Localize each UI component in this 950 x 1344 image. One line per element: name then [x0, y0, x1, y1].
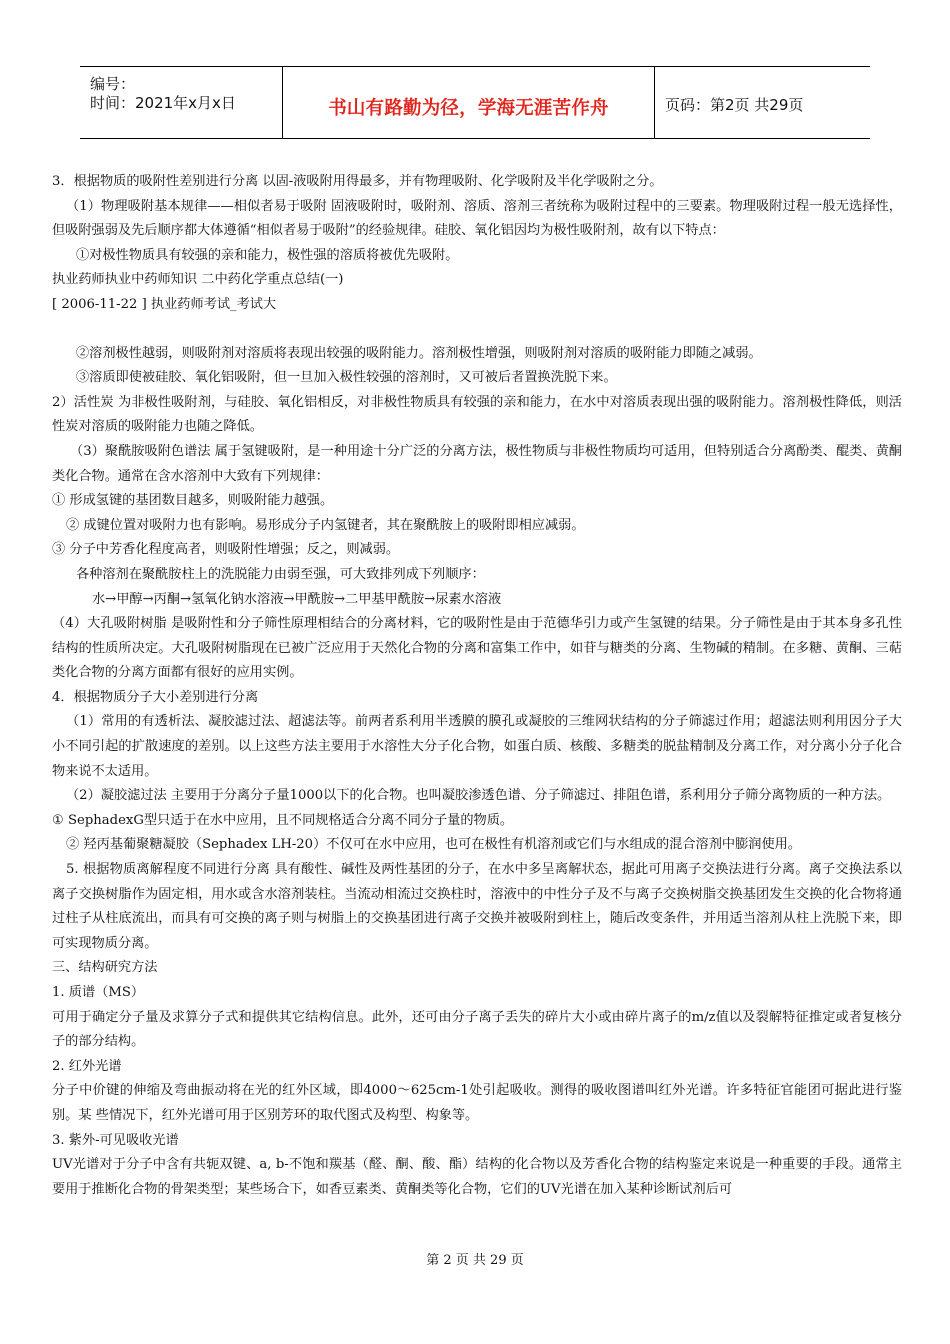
list-item: ② 成键位置对吸附力也有影响。易形成分子内氢键者，其在聚酰胺上的吸附即相应减弱。 [66, 517, 585, 533]
list-item: ① 形成氢键的基团数目越多，则吸附能力越强。 [52, 493, 334, 509]
page-footer: 第 2 页 共 29 页 [426, 1253, 524, 1268]
paragraph: 各种溶剂在聚酰胺柱上的洗脱能力由弱至强，可大致排列成下列顺序： [76, 566, 485, 582]
header-motto-cell [283, 67, 655, 138]
elution-order: 水→甲醇→丙酮→氢氧化钠水溶液→甲酰胺→二甲基甲酰胺→尿素水溶液 [92, 591, 502, 607]
paragraph: 5. 根据物质离解程度不同进行分离 具有酸性、碱性及两性基团的分子，在水中多呈离解状态，据此可用离子交换法进行分离。离子交换法系以离子交换树脂作为固定相，用水或含水溶剂装柱。当流动相流过交换柱时，溶液中的中性分子及不与离子交换树脂交换基团发生交换的化合物将通过柱子从柱底流出，而具有可交换的离子则与树脂上的交换基团进行离子交换并被吸附到柱上，随后改变条件，并用适当溶剂从柱上洗脱下来，即可实现物质分离。 [52, 862, 902, 951]
header-meta-cell [80, 67, 283, 138]
paragraph: （4）大孔吸附树脂 是吸附性和分子筛性原理相结合的分离材料，它的吸附性是由于范德华引力或产生氢键的结果。分子筛性是由于其本身多孔性结构的性质所决定。大孔吸附树脂现在已被广泛应用于天然化合物的分离和富集工作中，如苷与糖类的分离、生物碱的精制。在多糖、黄酮、三萜类化合物的分离方面都有很好的应用实例。 [52, 616, 902, 681]
article-date-source: [ 2006-11-22 ] 执业药师考试_考试大 [52, 296, 277, 312]
subsection-heading: 2. 红外光谱 [52, 1058, 122, 1074]
paragraph: （1）常用的有透析法、凝胶滤过法、超滤法等。前两者系利用半透膜的膜孔或凝胶的三维网状结构的分子筛滤过作用；超滤法则利用因分子大小不同引起的扩散速度的差别。以上这些方法主要用于水溶性大分子化合物，如蛋白质、核酸、多糖类的脱盐精制及分离工作，对分离小分子化合物来说不太适用。 [52, 714, 902, 779]
header-motto: 书山有路勤为径，学海无涯苦作舟 [328, 98, 609, 119]
paragraph: 分子中价键的伸缩及弯曲振动将在光的红外区域，即4000～625cm-1处引起吸收。测得的吸收图谱叫红外光谱。许多特征官能团可据此进行鉴别。某 些情况下，红外光谱可用于区别芳环的取代图式及构型、构象等。 [52, 1083, 902, 1123]
list-item: ①对极性物质具有较强的亲和能力，极性强的溶质将被优先吸附。 [76, 247, 459, 263]
document-number-label: 编号： [90, 75, 136, 93]
list-item: ②溶剂极性越弱，则吸附剂对溶质将表现出较强的吸附能力。溶剂极性增强，则吸附剂对溶质的吸附能力即随之减弱。 [76, 345, 762, 361]
paragraph: 可用于确定分子量及求算分子式和提供其它结构信息。此外，还可由分子离子丢失的碎片大小或由碎片离子的m/z值以及裂解特征推定或者复核分子的部分结构。 [52, 1009, 902, 1050]
list-item: ② 羟丙基葡聚糖凝胶（Sephadex LH-20）不仅可在水中应用，也可在极性有机溶剂或它们与水组成的混合溶剂中膨润使用。 [66, 837, 802, 853]
section-heading: 3．根据物质的吸附性差别进行分离 以固-液吸附用得最多，并有物理吸附、化学吸附及半化学吸附之分。 [52, 174, 663, 189]
article-title: 执业药师执业中药师知识 二中药化学重点总结(一) [52, 272, 344, 288]
paragraph: （3）聚酰胺吸附色谱法 属于氢键吸附，是一种用途十分广泛的分离方法，极性物质与非极性物质均可适用，但特别适合分离酚类、醌类、黄酮类化合物。通常在含水溶剂中大致有下列规律： [52, 443, 902, 484]
paragraph: UV光谱对于分子中含有共轭双键、a, b-不饱和羰基（醛、酮、酸、酯）结构的化合物以及芳香化合物的结构鉴定来说是一种重要的手段。通常主要用于推断化合物的骨架类型；某些场合下，如香豆素类、黄酮类等化合物，它们的UV光谱在加入某种诊断试剂后可 [52, 1157, 902, 1197]
paragraph: （1）物理吸附基本规律——相似者易于吸附 固液吸附时，吸附剂、溶质、溶剂三者统称为吸附过程中的三要素。物理吸附过程一般无选择性，但吸附强弱及先后顺序都大体遵循“相似者易于吸附”的经验规律。硅胶、氧化铝因均为极性吸附剂，故有以下特点： [52, 198, 902, 239]
header-page-info: 页码：第2页 共29页 [665, 96, 804, 114]
document-body [52, 170, 902, 1202]
section-heading: 三、结构研究方法 [52, 960, 158, 976]
list-item: ③溶质即使被硅胶、氧化铝吸附，但一旦加入极性较强的溶剂时，又可被后者置换洗脱下来。 [76, 370, 617, 386]
header-page-cell [655, 67, 870, 138]
paragraph: 2）活性炭 为非极性吸附剂，与硅胶、氧化铝相反，对非极性物质具有较强的亲和能力，在水中对溶质表现出强的吸附能力。溶剂极性降低，则活性炭对溶质的吸附能力也随之降低。 [52, 394, 902, 435]
list-item: ① SephadexG型只适于在水中应用，且不同规格适合分离不同分子量的物质。 [52, 812, 514, 828]
section-heading: 4．根据物质分子大小差别进行分离 [52, 689, 259, 705]
spacer [52, 318, 902, 342]
paragraph: （2）凝胶滤过法 主要用于分离分子量1000以下的化合物。也叫凝胶渗透色谱、分子筛滤过、排阻色谱，系利用分子筛分离物质的一种方法。 [66, 788, 891, 804]
page-header [80, 66, 870, 139]
list-item: ③ 分子中芳香化程度高者，则吸附性增强；反之，则减弱。 [52, 542, 400, 558]
subsection-heading: 3. 紫外-可见吸收光谱 [52, 1132, 179, 1148]
subsection-heading: 1. 质谱（MS） [52, 985, 145, 1000]
document-time-label: 时间：2021年x月x日 [90, 94, 236, 112]
